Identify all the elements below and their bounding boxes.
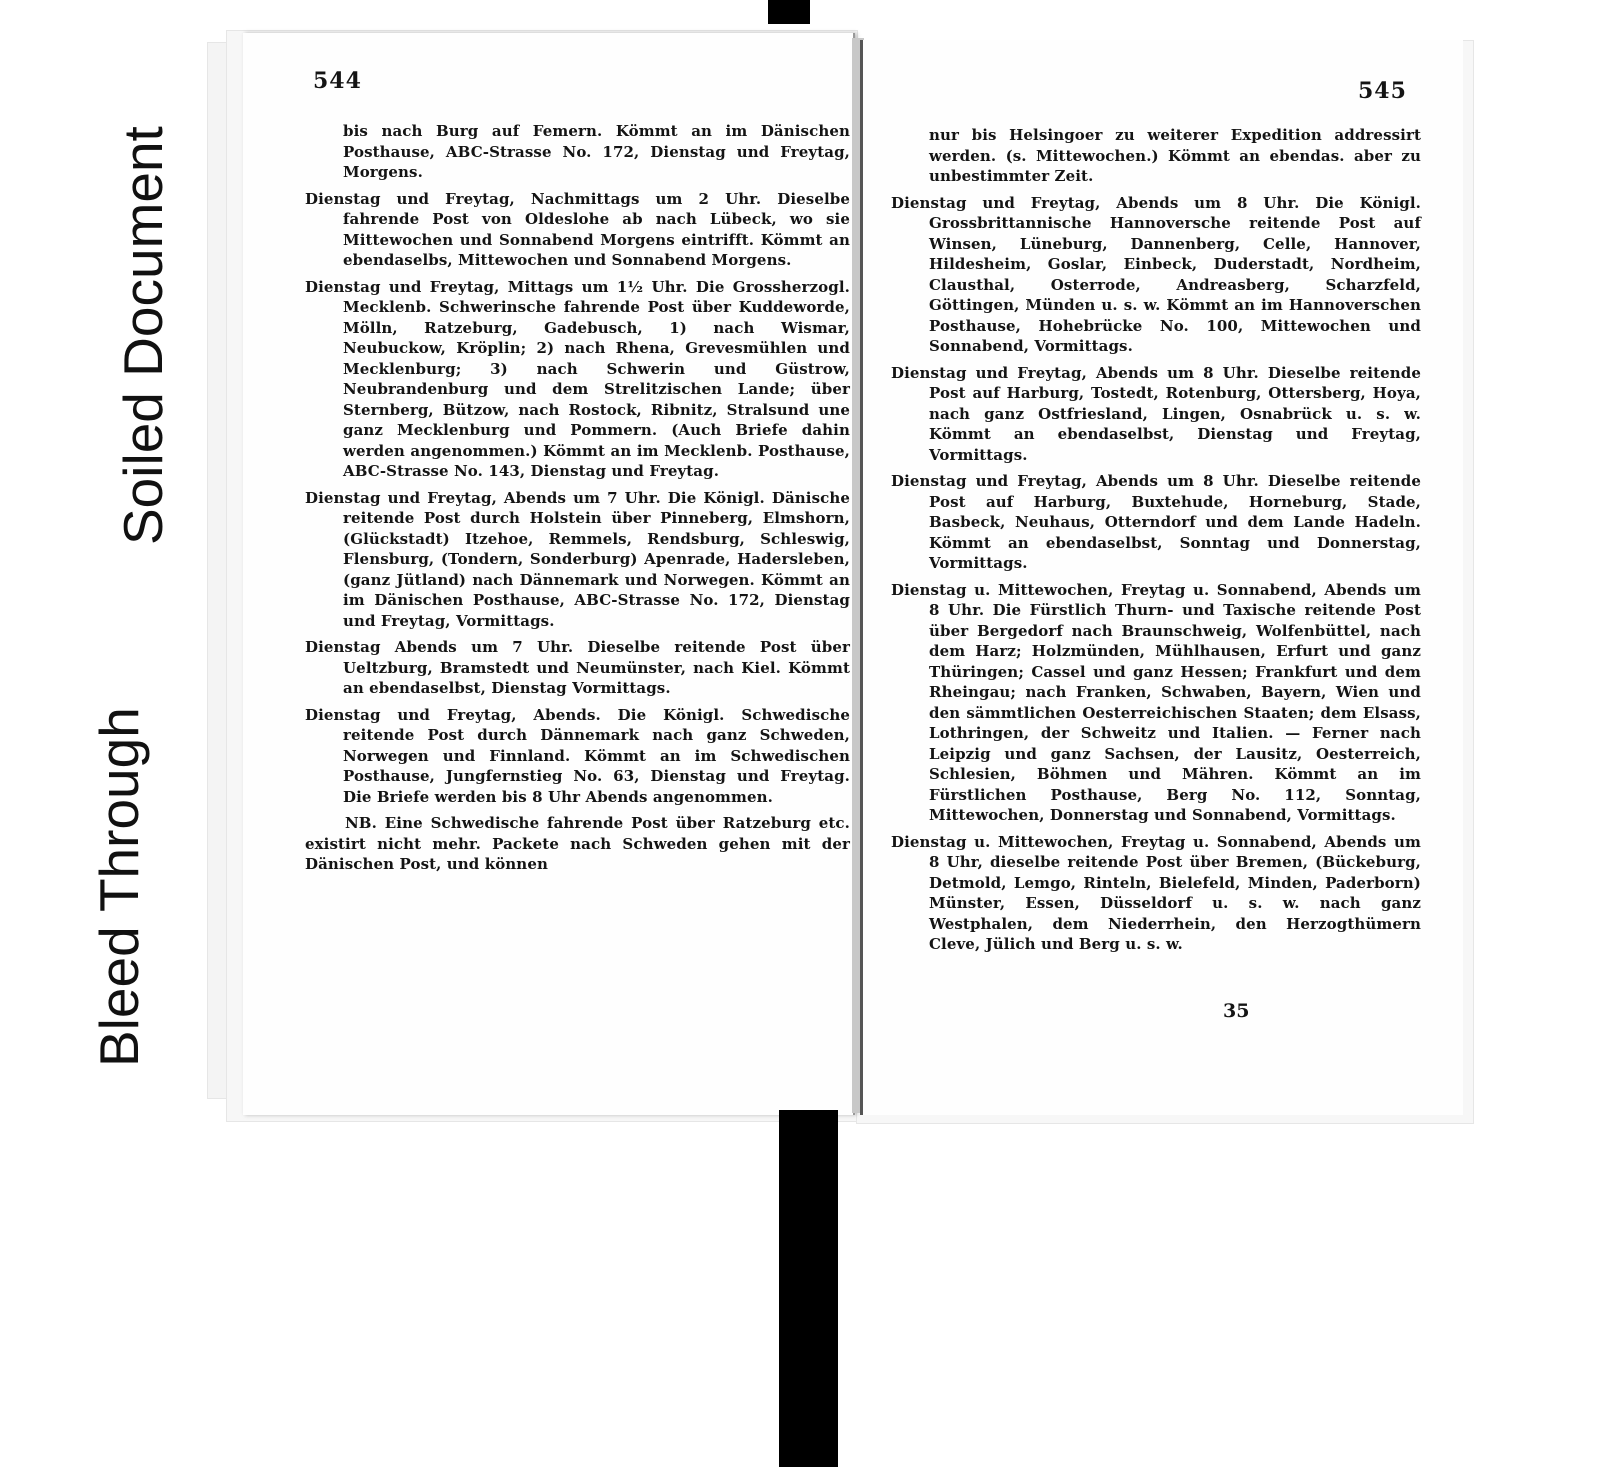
label-soiled-document: Soiled Document — [112, 126, 174, 545]
paragraph: Dienstag und Freytag, Mittags um 1½ Uhr. Die Grossherzogl. Mecklenb. Schwerinsche fahrende Post über Kuddeworde, Mölln, Ratzeburg, Gadebusch, 1) nach Wismar, Neubuckow, Kröplin; 2) nach Rhena, Grevesmühlen und Mecklenburg; 3) nach Schwerin und Güstrow, Neubrandenburg und dem Strelitzischen Lande; über Sternberg, Bützow, nach Rostock, Ribnitz, Stralsund une ganz Mecklenburg und Pommern. (Auch Briefe dahin werden angenommen.) Kömmt an im Mecklenb. Posthause, ABC-Strasse No. 143, Dienstag und Freytag. — [305, 277, 850, 480]
paragraph: Dienstag und Freytag, Abends um 8 Uhr. Die Königl. Grossbrittannische Hannoversche reitende Post auf Winsen, Lüneburg, Dannenberg, Celle, Hannover, Hildesheim, Goslar, Einbeck, Duderstadt, Nordheim, Clausthal, Osterrode, Andreasberg, Scharzfeld, Göttingen, Münden u. s. w. Kömmt an im Hannoverschen Posthause, Hohebrücke No. 100, Mittewochen und Sonnabend, Vormittags. — [891, 193, 1421, 355]
left-page — [243, 33, 855, 1115]
paragraph: Dienstag u. Mittewochen, Freytag u. Sonnabend, Abends um 8 Uhr, dieselbe reitende Post über Bremen, (Bückeburg, Detmold, Lemgo, Rinteln, Bielefeld, Minden, Paderborn) Münster, Essen, Düsseldorf u. s. w. nach ganz Westphalen, dem Niederrhein, den Herzogthümern Cleve, Jülich und Berg u. s. w. — [891, 832, 1421, 953]
paragraph: Dienstag und Freytag, Abends um 8 Uhr. Dieselbe reitende Post auf Harburg, Tostedt, Rotenburg, Ottersberg, Hoya, nach ganz Ostfriesland, Lingen, Osnabrück u. s. w. Kömmt an ebendaselbst, Dienstag und Freytag, Vormittags. — [891, 363, 1421, 464]
paragraph: Dienstag und Freytag, Abends um 7 Uhr. Die Königl. Dänische reitende Post durch Holstein über Pinneberg, Elmshorn, (Glückstadt) Itzehoe, Remmels, Rendsburg, Schleswig, Flensburg, (Tondern, Sonderburg) Apenrade, Hadersleben, (ganz Jütland) nach Dännemark und Norwegen. Kömmt an im Dänischen Posthause, ABC-Strasse No. 172, Dienstag und Freytag, Vormittags. — [305, 488, 850, 630]
signature-mark: 35 — [1223, 1000, 1250, 1022]
paragraph: Dienstag Abends um 7 Uhr. Dieselbe reitende Post über Ueltzburg, Bramstedt und Neumünster, nach Kiel. Kömmt an ebendaselbst, Dienstag Vormittags. — [305, 638, 850, 697]
page-number: 545 — [1358, 78, 1407, 104]
paragraph: Dienstag und Freytag, Abends. Die Königl. Schwedische reitende Post durch Dännemark nach ganz Schweden, Norwegen und Finnland. Kömmt an im Schwedischen Posthause, Jungfernstieg No. 63, Dienstag und Freytag. Die Briefe werden bis 8 Uhr Abends angenommen. — [305, 705, 850, 806]
text-column — [305, 121, 850, 881]
binding-bar-top — [768, 0, 810, 24]
paragraph: bis nach Burg auf Femern. Kömmt an im Dänischen Posthause, ABC-Strasse No. 172, Dienstag und Freytag, Morgens. — [343, 122, 850, 181]
paragraph: Dienstag u. Mittewochen, Freytag u. Sonnabend, Abends um 8 Uhr. Die Fürstlich Thurn- und Taxische reitende Post über Bergedorf nach Braunschweig, Wolfenbüttel, nach dem Harz; Holzmünden, Mühlhausen, Erfurt und ganz Thüringen; Cassel und ganz Hessen; Frankfurt und dem Rheingau; nach Franken, Schwaben, Bayern, Wien und den sämmtlichen Oesterreichischen Staaten; dem Elsass, Lothringen, der Schweitz und Italien. — Ferner nach Leipzig und ganz Sachsen, der Lausitz, Oesterreich, Schlesien, Böhmen und Mähren. Kömmt an im Fürstlichen Posthause, Berg No. 112, Sonntag, Mittewochen, Donnerstag und Sonnabend, Vormittags. — [891, 580, 1421, 824]
label-bleed-through: Bleed Through — [88, 707, 150, 1067]
right-page — [860, 40, 1463, 1115]
paragraph: Dienstag und Freytag, Nachmittags um 2 Uhr. Dieselbe fahrende Post von Oldeslohe ab nach Lübeck, wo sie Mittewochen und Sonnabend Morgens eintrifft. Kömmt an ebendaselbs, Mittewochen und Sonnabend Morgens. — [305, 189, 850, 269]
page-number: 544 — [313, 68, 362, 94]
paragraph: Dienstag und Freytag, Abends um 8 Uhr. Dieselbe reitende Post auf Harburg, Buxtehude, Horneburg, Stade, Basbeck, Neuhaus, Otterndorf und dem Lande Hadeln. Kömmt an ebendaselbst, Sonntag und Donnerstag, Vormittags. — [891, 472, 1421, 572]
text-column — [891, 125, 1421, 961]
nb-paragraph: NB. Eine Schwedische fahrende Post über Ratzeburg etc. existirt nicht mehr. Packete nach Schweden gehen mit der Dänischen Post, und können — [305, 814, 850, 873]
binding-bar-bottom — [779, 1110, 838, 1467]
paragraph: nur bis Helsingoer zu weiterer Expedition addressirt werden. (s. Mittewochen.) Kömmt an ebendas. aber zu unbestimmter Zeit. — [929, 126, 1421, 185]
